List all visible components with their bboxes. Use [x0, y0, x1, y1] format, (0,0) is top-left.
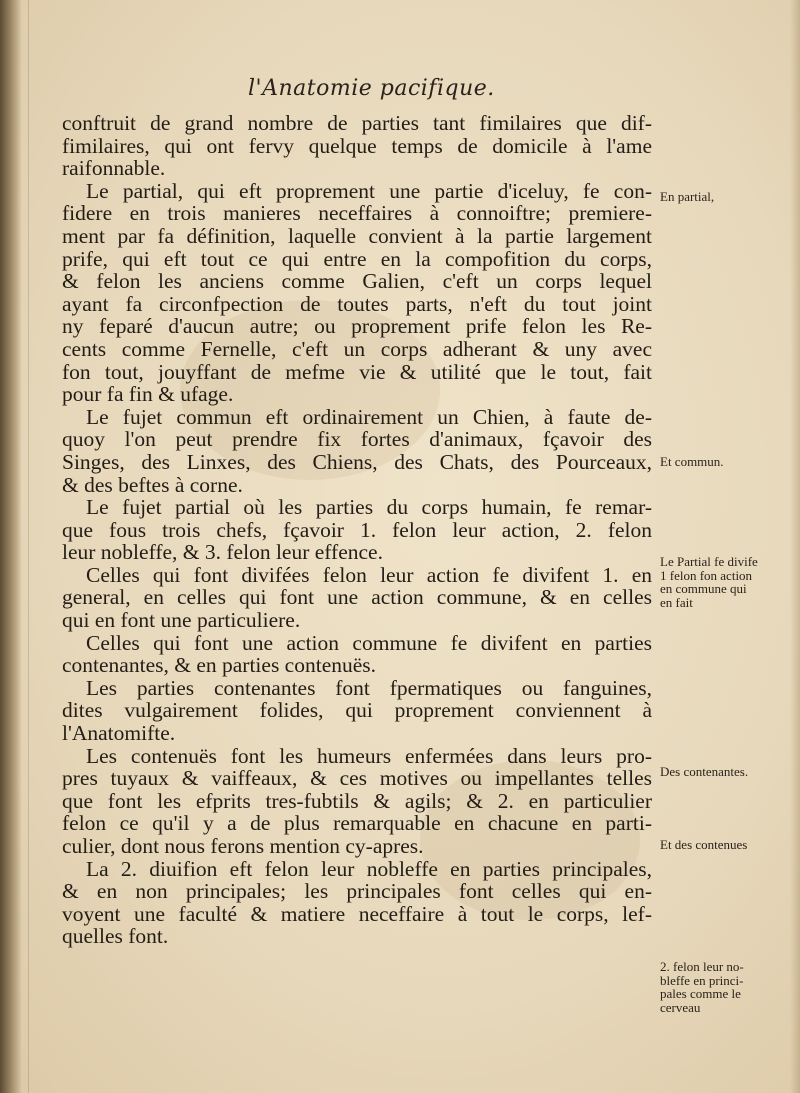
text-line: Les parties contenantes font fpermatiques ou fanguines, [86, 675, 652, 700]
main-text-block [62, 112, 652, 948]
text-line: La 2. diuifion eft felon leur nobleffe en parties principales, [86, 856, 652, 881]
text-line: voyent une faculté & matiere neceffaire à tout le corps, lef- [62, 901, 652, 926]
margin-note [660, 838, 788, 852]
text-line: fimilaires, qui ont fervy quelque temps de domicile à l'ame [62, 133, 652, 158]
text-line: fon tout, jouyffant de mefme vie & utilité que le tout, fait [62, 359, 652, 384]
margin-note-line: en fait [660, 594, 693, 610]
text-line: conftruit de grand nombre de parties tant fimilaires que dif- [62, 111, 652, 135]
running-head: l'Anatomie pacifique. [248, 76, 495, 101]
margin-note-line: 2. felon leur no- [660, 959, 744, 974]
text-line: Les contenuës font les humeurs enfermées dans leurs pro- [86, 743, 652, 768]
text-line: l'Anatomifte. [62, 721, 176, 746]
text-line: leur nobleffe, & 3. felon leur effence. [62, 540, 383, 565]
text-line: quoy l'on peut prendre fix fortes d'animaux, fçavoir des [62, 427, 652, 452]
margin-note-line: Et des contenues [660, 837, 748, 852]
margin-note [660, 555, 788, 609]
text-line: contenantes, & en parties contenuës. [62, 653, 377, 678]
page-edge-shadow [790, 0, 800, 1093]
page-gutter [0, 0, 22, 1093]
text-line: Le partial, qui eft proprement une partie d'iceluy, fe con- [86, 178, 652, 203]
margin-note-line: En partial, [660, 189, 715, 204]
text-line: felon ce qu'il y a de plus remarquable en chacune en parti- [62, 811, 652, 836]
text-line: cents comme Fernelle, c'eft un corps adherant & uny avec [62, 336, 652, 361]
text-line: que fous trois chefs, fçavoir 1. felon leur action, 2. felon [62, 517, 652, 542]
margin-note-line: Et commun. [660, 454, 724, 469]
text-line: quelles font. [62, 924, 169, 949]
text-line: qui en font une particuliere. [62, 608, 301, 633]
text-line: general, en celles qui font une action commune, & en celles [62, 585, 652, 610]
margin-note-line: pales comme le [660, 986, 741, 1001]
text-line: Le fujet commun eft ordinairement un Chien, à faute de- [86, 404, 652, 429]
margin-note [660, 455, 788, 469]
text-line: Celles qui font divifées felon leur action fe divifent 1. en [86, 562, 652, 587]
text-line: prife, qui eft tout ce qui entre en la compofition du corps, [62, 246, 652, 271]
margin-note-line: en commune qui [660, 581, 747, 596]
margin-note-line: cerveau [660, 999, 701, 1015]
text-line: Le fujet partial où les parties du corps humain, fe remar- [86, 495, 652, 520]
margin-note-line: Le Partial fe divife [660, 554, 758, 569]
margin-note-line: 1 felon fon action [660, 567, 753, 583]
text-line: pres tuyaux & vaiffeaux, & ces motives ou impellantes telles [62, 766, 652, 791]
text-line: Celles qui font une action commune fe divifent en parties [86, 630, 652, 655]
text-line: & en non principales; les principales font celles qui en- [62, 879, 652, 904]
margin-note-line: Des contenantes. [660, 764, 749, 779]
margin-note [660, 960, 788, 1014]
margin-note [660, 190, 788, 204]
text-line: ny feparé d'aucun autre; ou proprement prife felon les Re- [62, 314, 652, 339]
text-line: & des beftes à corne. [62, 472, 243, 497]
text-line: que font les efprits tres-fubtils & agils; & 2. en particulier [62, 788, 652, 813]
text-line: raifonnable. [62, 156, 166, 181]
text-line: culier, dont nous ferons mention cy-apres. [62, 834, 424, 858]
text-line: ment par fa définition, laquelle convient à la partie largement [62, 223, 652, 248]
margin-note-line: bleffe en princi- [660, 972, 744, 988]
text-line: fidere en trois manieres neceffaires à connoiftre; premiere- [62, 201, 652, 226]
gutter-fold-line [28, 0, 29, 1093]
text-line: pour fa fin & ufage. [62, 382, 234, 407]
text-line: Singes, des Linxes, des Chiens, des Chats, des Pourceaux, [62, 449, 652, 474]
text-line: & felon les anciens comme Galien, c'eft un corps lequel [62, 269, 652, 294]
margin-note [660, 765, 788, 779]
text-line: dites vulgairement folides, qui proprement conviennent à [62, 698, 652, 723]
text-line: ayant fa circonfpection de toutes parts, n'eft du tout joint [62, 291, 652, 316]
